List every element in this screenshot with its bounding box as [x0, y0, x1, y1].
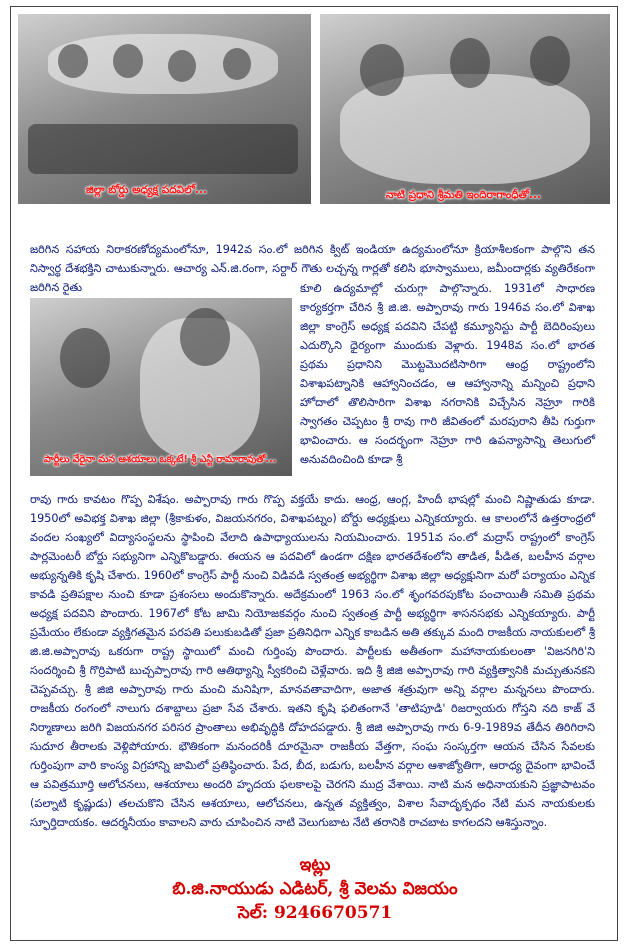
photo-district-board: [18, 14, 311, 204]
photo-table: [28, 124, 298, 174]
photo-figure: [530, 36, 570, 86]
photo-caption: నాటి ప్రధాని శ్రీమతి ఇందిరాగాంధీతో...: [386, 189, 541, 201]
article-text: జరిగిన సహాయ నిరాకరణోద్యమంలోనూ, 1942వ సం.లో జరిగిన క్విట్ ఇండియా ఉద్యమంలోనూ క్రియాశీలకంగా పాల్గొని తన నిస్వార్థ దేశభక్తిని చాటుకున్నారు. ఆచార్య ఎన్.జి.రంగా, సర్దార్ గౌతు లచ్చన్న గార్లతో కలిసి భూస్వాములు, జమీందార్లకు వ్యతిరేకంగా జరిగిన రైతు: [30, 243, 595, 294]
photo-figure: [58, 44, 88, 78]
article-paragraph-bottom: [30, 490, 595, 832]
phone-number: సెల్: 9246670571: [237, 903, 393, 923]
photo-figure: [223, 48, 251, 80]
article-paragraph-side: [300, 279, 595, 469]
photo-figure: [168, 50, 196, 82]
photo-caption: జిల్లా బోర్డు అధ్యక్ష పదవిలో...: [86, 184, 207, 196]
photo-figure: [360, 44, 404, 96]
photo-figure: [60, 328, 110, 388]
photo-figure: [113, 44, 143, 78]
photo-figure: [180, 308, 230, 366]
photo-figure: [450, 38, 490, 88]
photo-indira-gandhi: [320, 14, 610, 204]
article-text: రావు గారు కావటం గొప్ప విశేషం. అప్పారావు గారు గొప్ప వక్తయే కాదు. ఆంధ్ర, ఆంగ్ల, హిందీ భాషల్లో మంచి నిష్ణాతుడు కూడా. 1950లో అవిభక్త విశాఖ జిల్లా (శ్రీకాకుళం, విజయనగరం, విశాఖపట్నం) బోర్డు అధ్యక్షులు ఎన్నికయ్యారు. ఆ కాలంలోనే ఉత్తరాంధ్రలో వందల సంఖ్యలో విద్యాసంస్థలను స్థాపించి వేలాది ఉపాధ్యాయులను నియమించారు. 1951వ సం.లో మద్రాస్ రాష్ట్రంలో కాంగ్రెస్ పార్లమెంటరీ బోర్డు సభ్యునిగా ఎన్నికొబడ్డారు. ఈయన ఆ పదవిలో ఉండగా దక్షిణ భారతదేశంలోని తాడిత, పీడిత, బలహీన వర్గాల అభ్యున్నతికి కృషి చేశారు. 1960లో కాంగ్రెస్ పార్టీ నుంచి విడివడి స్వతంత్ర అభ్యర్థిగా విశాఖ జిల్లా అధ్యక్షునిగా మరో పర్యాయం ఎన్నిక కావడి ప్రతిపక్షాల నుంచి కూడా ప్రశంసలు అందుకొన్నారు. అదేక్రమంలో 1963 సం.లో శృంగవరపుకోట పంచాయితీ సమితి ప్రథమ అధ్యక్ష పదవిని పొందారు. 1967లో కోట జామి నియోజకవర్గం నుంచి స్వతంత్ర పార్టీ అభ్యర్థిగా శాసనసభకు ఎన్నికయ్యారు. పార్టీ ప్రమేయం లేకుండా వ్యక్తిగతమైన పరపతి పలుకుబడితో ప్రజా ప్రతినిధిగా ఎన్నిక కాబడిన అతి తక్కువ మంది రాజకీయ నాయకులలో శ్రీ జి.జి.అప్పారావు ఒకరుగా రాష్ట్ర స్థాయిలో మంచి గుర్తింపు పొందారు. పార్టీలకు అతీతంగా మహానాయకులంతా 'విజనగిరి'ని సందర్శించి శ్రీ గొర్రిపాటి బుచ్చప్పారావు గారి ఆతిథ్యాన్ని స్వీకరించి చెళ్లేవారు. ఇది శ్రీ జిజి అప్పారావు గారి వ్యక్తిత్వానికి మచ్చుతునకని చెప్పవచ్చు. శ్రీ జిజి అప్పారావు గారు మంచి మనిషిగా, మానవతావాదిగా, అజాత శత్రువుగా అన్ని వర్గాల మన్ననలు పొందారు. రాజకీయ రంగంలో నాలుగు దశాబ్దాలు ప్రజా సేవ చేశారు. ఇతని కృషి ఫలితంగానే 'తాటిపూడి' రిజర్వాయరు గోస్తని నది కాజ్ వే నిర్మాణాలు జరిగి విజయనగర పరిసర ప్రాంతాలు అభివృద్ధికి దోహదపడ్డారు. శ్రీ జిజి అప్పారావు గారు 6-9-1989వ తేదీన తిరిగిరాని సుదూర తీరాలకు వెళ్లిపోయారు. భౌతికంగా మనందరికీ దూరమైనా రాజకీయ వేత్తగా, సంఘ సంస్కర్తగా ఆయన చేసిన సేవలకు గుర్తింపుగా వారి కాంస్య విగ్రహాన్ని జామిలో ప్రతిష్ఠించారు. పేద, బీద, బడుగు, బలహీన వర్గాల ఆశాజ్యోతిగా, ఆరాధ్య దైవంగా భావించే ఆ పవిత్రమూర్తి ఆలోచనలు, ఆశయాలు అందరి హృదయ ఫలకాలపై చెరగని ముద్ర వేశాయి. నాటి మన అధినాయకుని ప్రజ్ఞాపాటవం (పల్నాటి కృష్ణుడు) తలచుకొని చేసిన ఆశయాలు, ఆలోచనలు, ఉన్నత వ్యక్తిత్వం, విశాల సేవాదృక్పథం నేటి మన నాయకులకు స్ఫూర్తిదాయకం. ఆదర్శనీయం కావాలని వారు చూపించిన నాటి వెలుగుబాట నేటి తరానికి రాచబాట కాగలదని ఆశిస్తున్నాం.: [30, 493, 595, 829]
photo-ntr: [30, 298, 292, 476]
article-text: కూలి ఉద్యమాల్లో చురుగ్గా పాల్గొన్నారు. 1931లో సాధారణ కార్యకర్తగా చేరిన శ్రీ జి.జి. అప్పారావు గారు 1946వ సం.లో విశాఖ జిల్లా కాంగ్రెస్ అధ్యక్ష పదవిని చేపట్టి కమ్యూనిస్టు పార్టీ బెదిరింపులు ఎదుర్కొని ధైర్యంగా ముందుకు వెళ్లారు. 1948వ సం.లో భారత ప్రథమ ప్రధానిని మొట్టమొదటిసారిగా ఆంధ్ర రాష్ట్రంలోని విశాఖపట్నానికి ఆహ్వానించడం, ఆ ఆహ్వానాన్ని మన్నించి ప్రధాని హోదాలో తొలిసారిగా విశాఖ నగరానికి విచ్చేసిన నెహ్రూ గారికి స్వాగతం చెప్పటం శ్రీ రావు గారి జీవితంలో మరపురాని తీపి గుర్తుగా భావించారు. ఆ సందర్భంగా నెహ్రూ గారి ఉపన్యాసాన్ని తెలుగులో అనువదించింది కూడా శ్రీ: [300, 282, 595, 466]
signoff: ఇట్లు: [299, 855, 331, 875]
author-credit: బి.జి.నాయుడు ఎడిటర్, శ్రీ వెలమ విజయం: [172, 879, 458, 899]
photo-caption: పార్టీలు వేరైనా మన ఆశయాలు ఒక్కటే! శ్రీ ఎన్టీ రామారావుతో...: [44, 454, 277, 465]
